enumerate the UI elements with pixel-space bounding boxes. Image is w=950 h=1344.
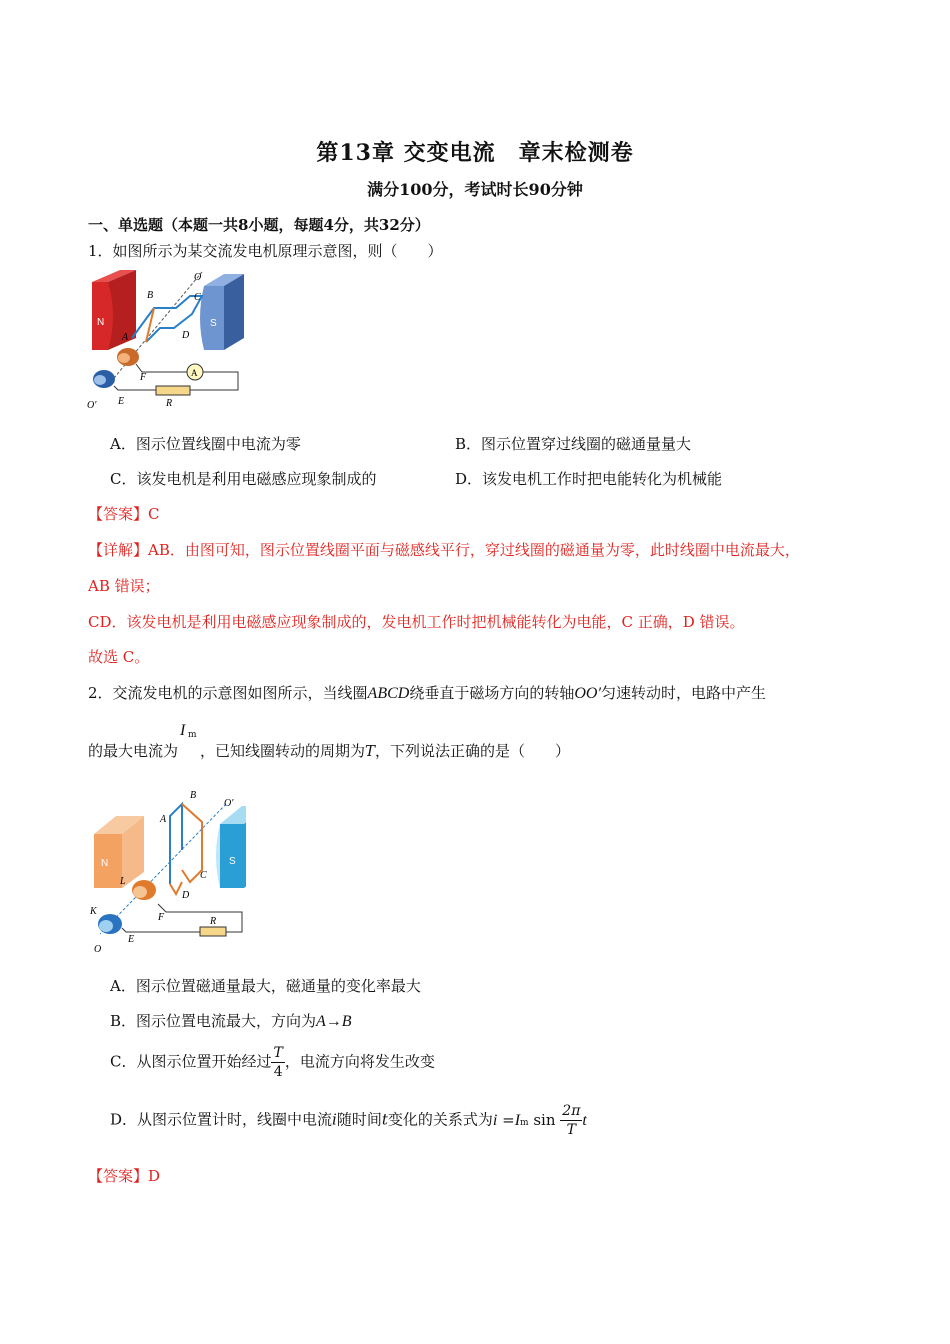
q2-option-d: D．从图示位置计时，线圈中电流i随时间t变化的关系式为i =Im sin $\frac{2\pi}{T}$ t [110, 1103, 587, 1138]
q1-option-d: D．该发电机工作时把电能转化为机械能 [455, 470, 723, 488]
generator-figure-2 [86, 786, 246, 956]
question-2-stem-line-2: 的最大电流为 I m ，已知线圈转动的周期为T，下列说法正确的是（ ） [88, 722, 571, 760]
q1-option-b: B．图示位置穿过线圈的磁通量量大 [455, 435, 692, 453]
label-o-bottom: O [94, 944, 102, 955]
magnet-s [200, 274, 244, 350]
label-n: N [101, 858, 109, 869]
page-title: 第13章 交变电流 章末检测卷 [316, 140, 634, 166]
label-f: F [140, 372, 147, 383]
ammeter-label: A [191, 368, 198, 378]
q1-explanation-line-3: CD．该发电机是利用电磁感应现象制成的，发电机工作时把机械能转化为电能，C 正确，D 错误。 [88, 613, 745, 631]
q1-answer: 【答案】C [88, 505, 160, 523]
generator-figure-1 [84, 268, 249, 416]
coil-name: ABCD [367, 685, 410, 702]
label-e: E [128, 934, 135, 945]
axis-name: OO′ [574, 685, 601, 702]
label-o-top: O [194, 272, 202, 283]
section-heading: 一、单选题（本题一共8小题，每题4分，共32分） [88, 216, 430, 234]
label-b: B [190, 790, 197, 801]
magnet-s [216, 806, 246, 888]
label-d: D [182, 330, 190, 341]
q2-answer: 【答案】D [88, 1167, 161, 1185]
label-s: S [229, 856, 236, 867]
current-formula: i =Im sin $\frac{2\pi}{T}$ t [492, 1103, 587, 1138]
fraction-t-over-4: $\frac{T}{4}$ [273, 1045, 283, 1080]
q2-option-a: A．图示位置磁通量最大，磁通量的变化率最大 [110, 977, 421, 995]
label-f: F [158, 912, 165, 923]
label-r: R [210, 916, 217, 927]
question-2-stem-line-1: 2．交流发电机的示意图如图所示，当线圈ABCD绕垂直于磁场方向的转轴OO′匀速转动时，电路中产生 [88, 684, 766, 702]
q1-explanation-line-4: 故选 C。 [88, 648, 150, 666]
label-d: D [182, 890, 190, 901]
question-1-stem: 1．如图所示为某交流发电机原理示意图，则（ ） [88, 242, 443, 260]
magnet-n [94, 816, 144, 888]
max-current-symbol: I m [180, 722, 197, 740]
label-r: R [166, 398, 173, 409]
q1-option-a: A．图示位置线圈中电流为零 [110, 435, 301, 453]
q2-option-c: C．从图示位置开始经过 $\frac{T}{4}$ ，电流方向将发生改变 [110, 1045, 435, 1080]
label-k: K [90, 906, 97, 917]
label-o-top: O′ [224, 798, 234, 809]
page-subtitle: 满分100分，考试时长90分钟 [367, 180, 583, 199]
label-c: C [200, 870, 207, 881]
label-a: A [160, 814, 167, 825]
magnet-n [92, 270, 136, 350]
label-s: S [210, 318, 217, 329]
q1-explanation-line-2: AB 错误； [88, 577, 160, 595]
label-l: L [120, 876, 126, 887]
q2-option-b: B．图示位置电流最大，方向为A→B [110, 1012, 352, 1030]
q1-explanation-line-1: 【详解】AB．由图可知，图示位置线圈平面与磁感线平行，穿过线圈的磁通量为零，此时线圈中电流最大， [88, 541, 800, 559]
label-o-bottom: O′ [87, 400, 97, 411]
label-n: N [97, 317, 105, 328]
label-e: E [118, 396, 125, 407]
label-a: A [122, 332, 129, 343]
label-b: B [147, 290, 154, 301]
q1-option-c: C．该发电机是利用电磁感应现象制成的 [110, 470, 377, 488]
direction-a-to-b: A→B [316, 1013, 352, 1030]
label-c: C [194, 292, 201, 303]
